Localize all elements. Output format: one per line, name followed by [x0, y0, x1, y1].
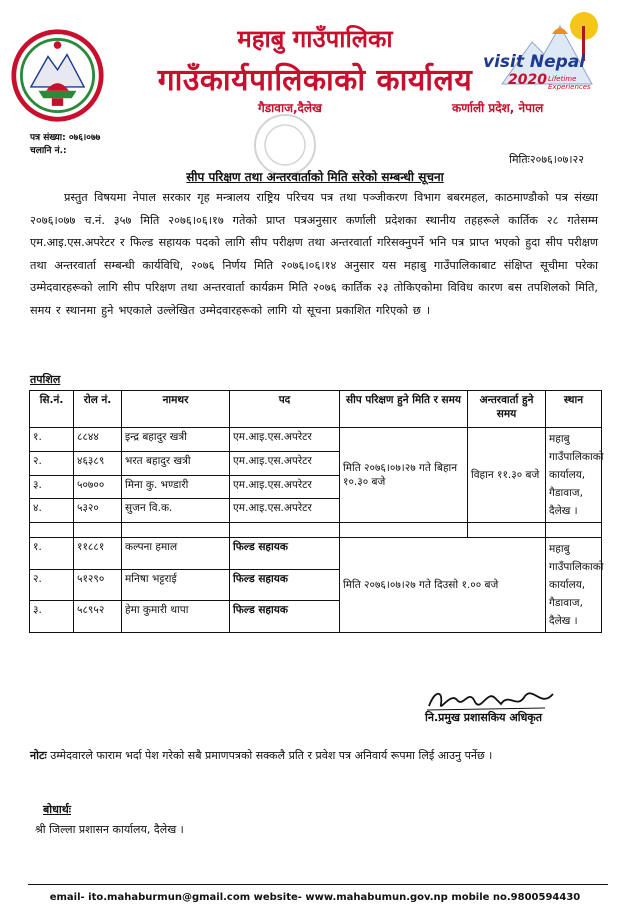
cell-sn: २. [30, 569, 74, 601]
letter-date: मितिः२०७६।०७।२२ [509, 153, 584, 166]
col-name: नामथर [122, 391, 230, 428]
cell-name: सुजन वि.क. [122, 499, 230, 523]
cell-name: कल्पना हमाल [122, 538, 230, 570]
gap-cell [468, 523, 546, 538]
cell-roll: ८८४४ [74, 428, 122, 452]
dispatch-number: चलानि नं.: [30, 146, 67, 156]
table-header-row [30, 391, 602, 428]
letter-number: पत्र संख्या: ०७६।०७७ [30, 133, 101, 143]
cell-skill-test: मिति २०७६।०७।२७ गते बिहान १०.३० बजे [340, 428, 468, 523]
gap-cell [340, 523, 468, 538]
col-place: स्थान [546, 391, 602, 428]
cell-sn: १. [30, 538, 74, 570]
cell-name: इन्द्र बहादुर खत्री [122, 428, 230, 452]
table-gap-row [30, 523, 602, 538]
cell-roll: ११८८१ [74, 538, 122, 570]
details-label: तपशिल [30, 373, 61, 386]
cell-schedule: मिति २०७६।०७।२७ गते दिउसो १.०० बजे [340, 538, 546, 633]
footer-contact: email- ito.mahaburmun@gmail.com website- www.mahabumun.gov.np mobile no.9800594430 [49, 892, 581, 903]
col-post: पद [230, 391, 340, 428]
cell-sn: ४. [30, 499, 74, 523]
office-address: गैडावाज,दैलेख [258, 101, 322, 115]
gap-cell [30, 523, 74, 538]
gap-cell [122, 523, 230, 538]
cell-sn: २. [30, 451, 74, 475]
cell-place: महाबु गाउँपालिकाको कार्यालय, गैडावाज, दैलेख । [546, 538, 602, 633]
cell-post: एम.आइ.एस.अपरेटर [230, 451, 340, 475]
cell-post: एम.आइ.एस.अपरेटर [230, 428, 340, 452]
cell-post: फिल्ड सहायक [230, 538, 340, 570]
notice-body: प्रस्तुत विषयमा नेपाल सरकार गृह मन्त्रालय राष्ट्रिय परिचय पत्र तथा पञ्जीकरण विभाग बबरमहल, काठमाण्डौको पत्र संख्या २०७६।०७७ च.नं. ३५७ मिति २०७६।०६।१७ गतेको प्राप्त पत्रअनुसार कर्णाली प्रदेशका स्थानीय तहहरूले कार्तिक २८ गतेसम्म एम.आइ.एस.अपरेटर र फिल्ड सहायक पदको लागि सीप परीक्षण तथा अन्तरवार्ता गरिसक्नुपर्ने भनि पत्र प्राप्त भएको हुदा सीप परीक्षण तथा अन्तरवार्ता सम्बन्धी कार्यविधि, २०७६ निर्णय मिति २०७६।०६।१४ अनुसार यस महाबु गाउँपालिकाबाट संक्षिप्त सूचीमा परेका उम्मेदवारहरूको लागि सीप परिक्षण तथा अन्तरवार्ता कार्यक्रम मिति २०७६ कार्तिक २३ तोकिएकोमा विविध कारण बस तपशिलको मिति, समय र स्थानमा हुने भएकाले उल्लेखित उम्मेदवारहरूको लागि यो सूचना प्रकाशित गरिएको छ । [30, 191, 598, 317]
notice-subject: सीप परिक्षण तथा अन्तरवार्ताको मिति सरेको सम्बन्धी सूचना [186, 170, 444, 184]
office-title: गाउँकार्यपालिकाको कार्यालय [157, 63, 473, 98]
visit-nepal-text: visit Nepal [483, 52, 586, 72]
cell-name: मिना कु. भण्डारी [122, 475, 230, 499]
col-skill-test: सीप परिक्षण हुने मिति र समय [340, 391, 468, 428]
cell-name: भरत बहादुर खत्री [122, 451, 230, 475]
signer-designation: नि.प्रमुख प्रशासकिय अधिकृत [425, 711, 543, 724]
cell-post: एम.आइ.एस.अपरेटर [230, 475, 340, 499]
copy-to-label: बोधार्थः [43, 803, 71, 816]
cell-sn: ३. [30, 601, 74, 633]
gap-cell [230, 523, 340, 538]
col-serial: सि.नं. [30, 391, 74, 428]
cell-post: फिल्ड सहायक [230, 601, 340, 633]
cell-post: फिल्ड सहायक [230, 569, 340, 601]
gap-cell [546, 523, 602, 538]
schedule-table [29, 390, 602, 633]
table-row [30, 428, 602, 452]
cell-roll: ५१२९० [74, 569, 122, 601]
municipality-title: महाबु गाउँपालिका [237, 25, 393, 53]
note-section [30, 745, 595, 766]
copy-to-recipient: श्री जिल्ला प्रशासन कार्यालय, दैलेख । [35, 823, 184, 836]
cell-roll: ५८९५२ [74, 601, 122, 633]
footer-divider [28, 884, 608, 885]
cell-post: एम.आइ.एस.अपरेटर [230, 499, 340, 523]
cell-interview: विहान ११.३० बजे [468, 428, 546, 523]
note-text: उम्मेदवारले फाराम भर्दा पेश गरेको सबै प्रमाणपत्रको सक्कलै प्रति र प्रवेश पत्र अनिवार्य रूपमा लिई आउनु पर्नेछ । [50, 749, 493, 762]
note-label: नोटः [30, 749, 47, 762]
province-address: कर्णाली प्रदेश, नेपाल [452, 101, 544, 115]
col-roll: रोल नं. [74, 391, 122, 428]
cell-roll: ५०७०० [74, 475, 122, 499]
visit-nepal-year: 2020 [508, 72, 547, 88]
cell-name: हेमा कुमारी थापा [122, 601, 230, 633]
cell-roll: ४६३८९ [74, 451, 122, 475]
gap-cell [74, 523, 122, 538]
cell-sn: १. [30, 428, 74, 452]
col-interview: अन्तरवार्ता हुने समय [468, 391, 546, 428]
cell-roll: ५३२० [74, 499, 122, 523]
table-row [30, 538, 602, 570]
visit-nepal-tagline: Lifetime Experiences [548, 75, 591, 91]
cell-place: महाबु गाउँपालिकाको कार्यालय, गैडावाज, दैलेख । [546, 428, 602, 523]
cell-name: मनिषा भट्टराई [122, 569, 230, 601]
cell-sn: ३. [30, 475, 74, 499]
